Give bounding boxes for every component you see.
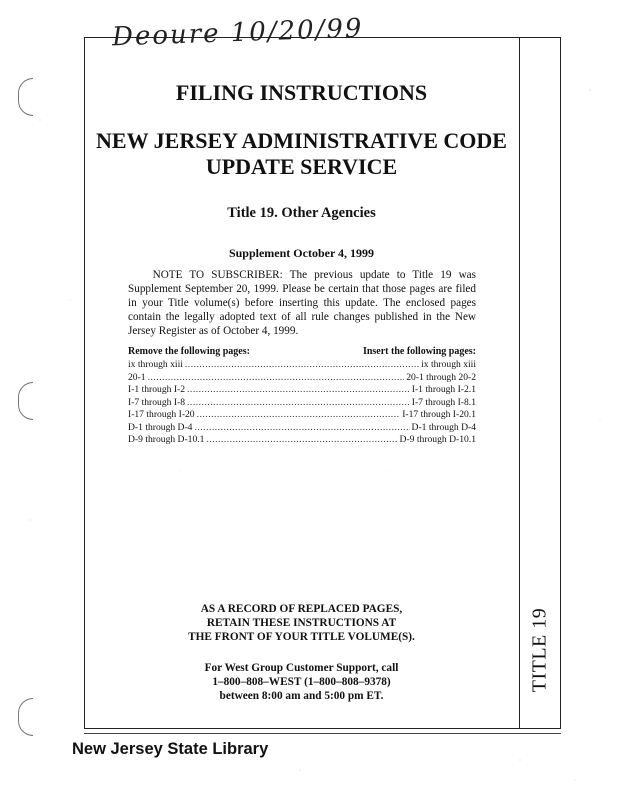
title-tab-label: TITLE 19 <box>528 607 551 693</box>
code-title-line-2: UPDATE SERVICE <box>205 154 398 179</box>
leader-dots <box>185 359 419 370</box>
code-title <box>84 128 519 180</box>
remove-pages: ix through xiii <box>128 359 183 370</box>
support-line: For West Group Customer Support, call <box>204 662 399 674</box>
title-name: Title 19. Other Agencies <box>227 205 376 221</box>
page-heading: FILING INSTRUCTIONS <box>175 80 428 105</box>
record-notice-line: THE FRONT OF YOUR TITLE VOLUME(S). <box>188 631 415 643</box>
table-row <box>128 397 476 410</box>
leader-dots <box>197 409 401 420</box>
bottom-rule <box>84 733 561 734</box>
record-notice <box>84 602 519 644</box>
binder-hole-mark <box>18 382 33 420</box>
remove-pages: I-7 through I-8 <box>128 396 186 408</box>
supplement-date: Supplement October 4, 1999 <box>228 246 375 260</box>
remove-pages: I-1 through I-2 <box>128 384 186 395</box>
insert-pages: I-17 through I-20.1 <box>402 409 476 420</box>
leader-dots <box>187 397 410 408</box>
insert-pages: D-9 through D-10.1 <box>399 434 476 445</box>
leader-dots <box>206 434 397 445</box>
remove-pages: I-17 through I-20 <box>128 409 195 420</box>
leader-dots <box>194 422 409 433</box>
code-title-line-1: NEW JERSEY ADMINISTRATIVE CODE <box>96 128 507 153</box>
table-row <box>128 372 476 385</box>
page-replacement-table <box>128 346 476 447</box>
library-stamp: New Jersey State Library <box>72 740 269 758</box>
table-row <box>128 422 476 435</box>
handwritten-note: Deoure 10/20/99 <box>111 13 364 53</box>
remove-pages: 20-1 <box>128 371 146 383</box>
remove-pages: D-1 through D-4 <box>128 421 193 433</box>
subscriber-note: NOTE TO SUBSCRIBER: The previous update to Title 19 was Supplement September 20, 1999. Please be certain that those pages are filed in your Title volume(s) before inserting this update. The enclosed pages contain the legally adopted text of all rule changes published in the New Jersey Register as of October 4, 1999. <box>128 269 476 337</box>
title-tab-divider <box>519 37 520 729</box>
record-notice-line: AS A RECORD OF REPLACED PAGES, <box>200 603 403 615</box>
remove-header: Remove the following pages: <box>128 346 250 357</box>
leader-dots <box>187 384 410 395</box>
insert-header: Insert the following pages: <box>362 346 476 357</box>
binder-hole-mark <box>18 698 33 736</box>
insert-pages: 20-1 through 20-2 <box>406 371 476 383</box>
table-header <box>128 346 476 359</box>
leader-dots <box>148 372 405 383</box>
insert-pages: ix through xiii <box>421 359 476 370</box>
table-row <box>128 384 476 397</box>
support-phone: 1–800–808–WEST (1–800–808–9378) <box>212 676 391 688</box>
customer-support <box>84 661 519 703</box>
remove-pages: D-9 through D-10.1 <box>128 434 205 445</box>
support-hours: between 8:00 am and 5:00 pm ET. <box>219 690 384 702</box>
table-row <box>128 359 476 372</box>
insert-pages: I-1 through I-2.1 <box>411 384 476 395</box>
insert-pages: D-1 through D-4 <box>411 421 476 433</box>
insert-pages: I-7 through I-8.1 <box>411 396 476 408</box>
binder-hole-mark <box>18 78 33 116</box>
table-row <box>128 434 476 447</box>
record-notice-line: RETAIN THESE INSTRUCTIONS AT <box>206 617 397 629</box>
table-row <box>128 409 476 422</box>
